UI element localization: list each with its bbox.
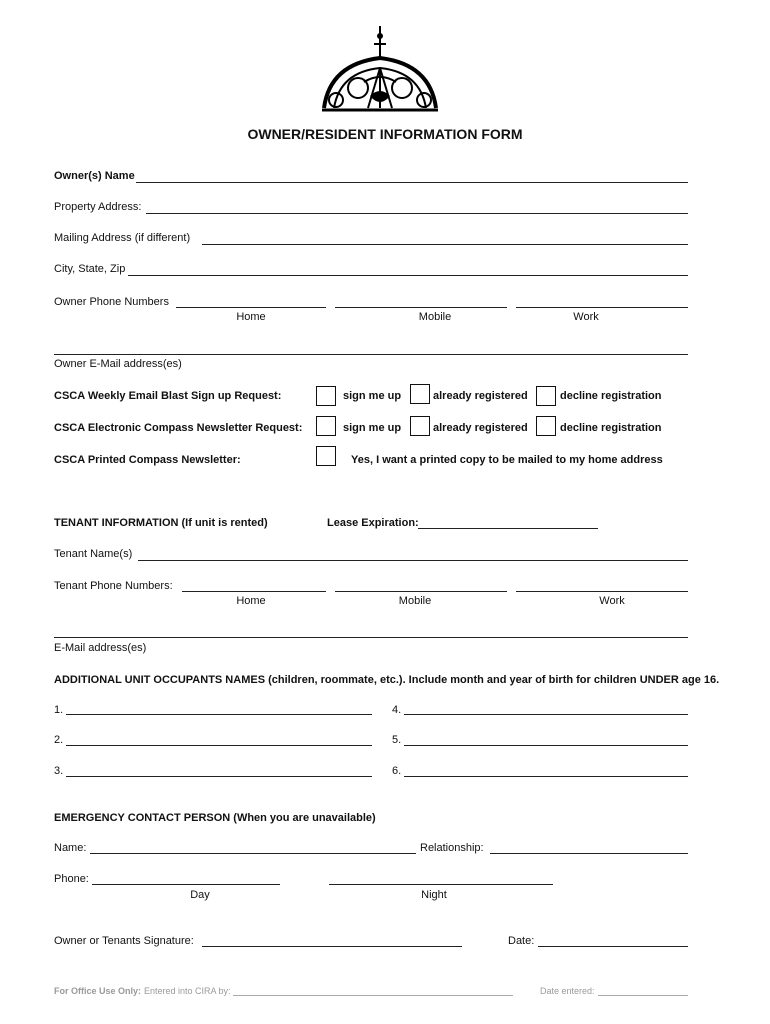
electronic-newsletter-label: CSCA Electronic Compass Newsletter Request:	[54, 422, 303, 434]
tenant-phone-home-caption: Home	[236, 595, 266, 607]
tenant-phone-label: Tenant Phone Numbers:	[54, 580, 173, 592]
emergency-phone-label: Phone:	[54, 873, 89, 885]
signature-date-field[interactable]	[538, 946, 688, 947]
weekly-registered-checkbox[interactable]	[410, 384, 430, 404]
occupant-5-field[interactable]	[404, 745, 688, 746]
occupant-1-number: 1.	[54, 704, 64, 716]
owner-name-label: Owner(s) Name	[54, 170, 135, 182]
mailing-address-field[interactable]	[202, 244, 688, 245]
weekly-sign-checkbox[interactable]	[316, 386, 336, 406]
city-state-zip-field[interactable]	[128, 275, 688, 276]
electronic-decline-label: decline registration	[560, 422, 662, 434]
tenant-phone-home-field[interactable]	[182, 591, 326, 592]
owner-phone-mobile-field[interactable]	[335, 307, 507, 308]
owner-name-field[interactable]	[136, 182, 688, 183]
owner-phone-work-caption: Work	[573, 311, 599, 323]
tenant-heading: TENANT INFORMATION (If unit is rented)	[54, 517, 268, 529]
form-title: OWNER/RESIDENT INFORMATION FORM	[247, 126, 523, 142]
mailing-address-label: Mailing Address (if different)	[54, 232, 191, 244]
tenant-phone-mobile-caption: Mobile	[398, 595, 432, 607]
occupants-heading: ADDITIONAL UNIT OCCUPANTS NAMES (children, roommate, etc.). Include month and year of birth for children UNDER age 16.	[54, 674, 720, 686]
signature-label: Owner or Tenants Signature:	[54, 935, 194, 947]
weekly-decline-label: decline registration	[560, 390, 662, 402]
owner-email-label: Owner E-Mail address(es)	[54, 358, 182, 370]
occupant-3-number: 3.	[54, 765, 64, 777]
tenant-phone-work-field[interactable]	[516, 591, 688, 592]
occupant-4-field[interactable]	[404, 714, 688, 715]
occupant-4-number: 4.	[392, 704, 402, 716]
owner-phone-label: Owner Phone Numbers	[54, 296, 169, 308]
electronic-registered-label: already registered	[433, 422, 528, 434]
lease-expiration-field[interactable]	[418, 528, 598, 529]
weekly-email-label: CSCA Weekly Email Blast Sign up Request:	[54, 390, 282, 402]
entered-cira-label: Entered into CIRA by:	[144, 986, 231, 996]
city-state-zip-label: City, State, Zip	[54, 263, 126, 275]
printed-copy-checkbox[interactable]	[316, 446, 336, 466]
printed-newsletter-label: CSCA Printed Compass Newsletter:	[54, 454, 241, 466]
emergency-night-caption: Night	[421, 889, 447, 901]
tenant-email-label: E-Mail address(es)	[54, 642, 147, 654]
signature-field[interactable]	[202, 946, 462, 947]
property-address-label: Property Address:	[54, 201, 142, 213]
occupant-2-number: 2.	[54, 734, 64, 746]
electronic-decline-checkbox[interactable]	[536, 416, 556, 436]
owner-phone-mobile-caption: Mobile	[418, 311, 452, 323]
occupant-5-number: 5.	[392, 734, 402, 746]
tenant-email-field[interactable]	[54, 637, 688, 638]
date-entered-field[interactable]	[598, 995, 688, 996]
lease-expiration-label: Lease Expiration:	[327, 517, 419, 529]
church-arch-logo-icon	[320, 24, 440, 116]
owner-phone-home-field[interactable]	[176, 307, 326, 308]
electronic-sign-label: sign me up	[343, 422, 402, 434]
emergency-heading: EMERGENCY CONTACT PERSON (When you are unavailable)	[54, 812, 376, 824]
owner-email-field[interactable]	[54, 354, 688, 355]
signature-date-label: Date:	[508, 935, 535, 947]
emergency-name-field[interactable]	[90, 853, 416, 854]
electronic-registered-checkbox[interactable]	[410, 416, 430, 436]
emergency-name-label: Name:	[54, 842, 87, 854]
electronic-sign-checkbox[interactable]	[316, 416, 336, 436]
emergency-phone-night-field[interactable]	[329, 884, 553, 885]
relationship-field[interactable]	[490, 853, 688, 854]
date-entered-label: Date entered:	[540, 986, 595, 996]
emergency-day-caption: Day	[190, 889, 210, 901]
occupant-6-number: 6.	[392, 765, 402, 777]
weekly-registered-label: already registered	[433, 390, 528, 402]
weekly-sign-label: sign me up	[343, 390, 402, 402]
tenant-name-label: Tenant Name(s)	[54, 548, 133, 560]
owner-phone-work-field[interactable]	[516, 307, 688, 308]
property-address-field[interactable]	[146, 213, 688, 214]
tenant-name-field[interactable]	[138, 560, 688, 561]
printed-copy-label: Yes, I want a printed copy to be mailed to my home address	[351, 454, 663, 466]
tenant-phone-mobile-field[interactable]	[335, 591, 507, 592]
weekly-decline-checkbox[interactable]	[536, 386, 556, 406]
tenant-phone-work-caption: Work	[599, 595, 625, 607]
owner-phone-home-caption: Home	[236, 311, 266, 323]
relationship-label: Relationship:	[420, 842, 484, 854]
office-use-label: For Office Use Only:	[54, 986, 142, 996]
occupant-1-field[interactable]	[66, 714, 372, 715]
occupant-6-field[interactable]	[404, 776, 688, 777]
emergency-phone-day-field[interactable]	[92, 884, 280, 885]
occupant-3-field[interactable]	[66, 776, 372, 777]
entered-cira-field[interactable]	[233, 995, 513, 996]
occupant-2-field[interactable]	[66, 745, 372, 746]
